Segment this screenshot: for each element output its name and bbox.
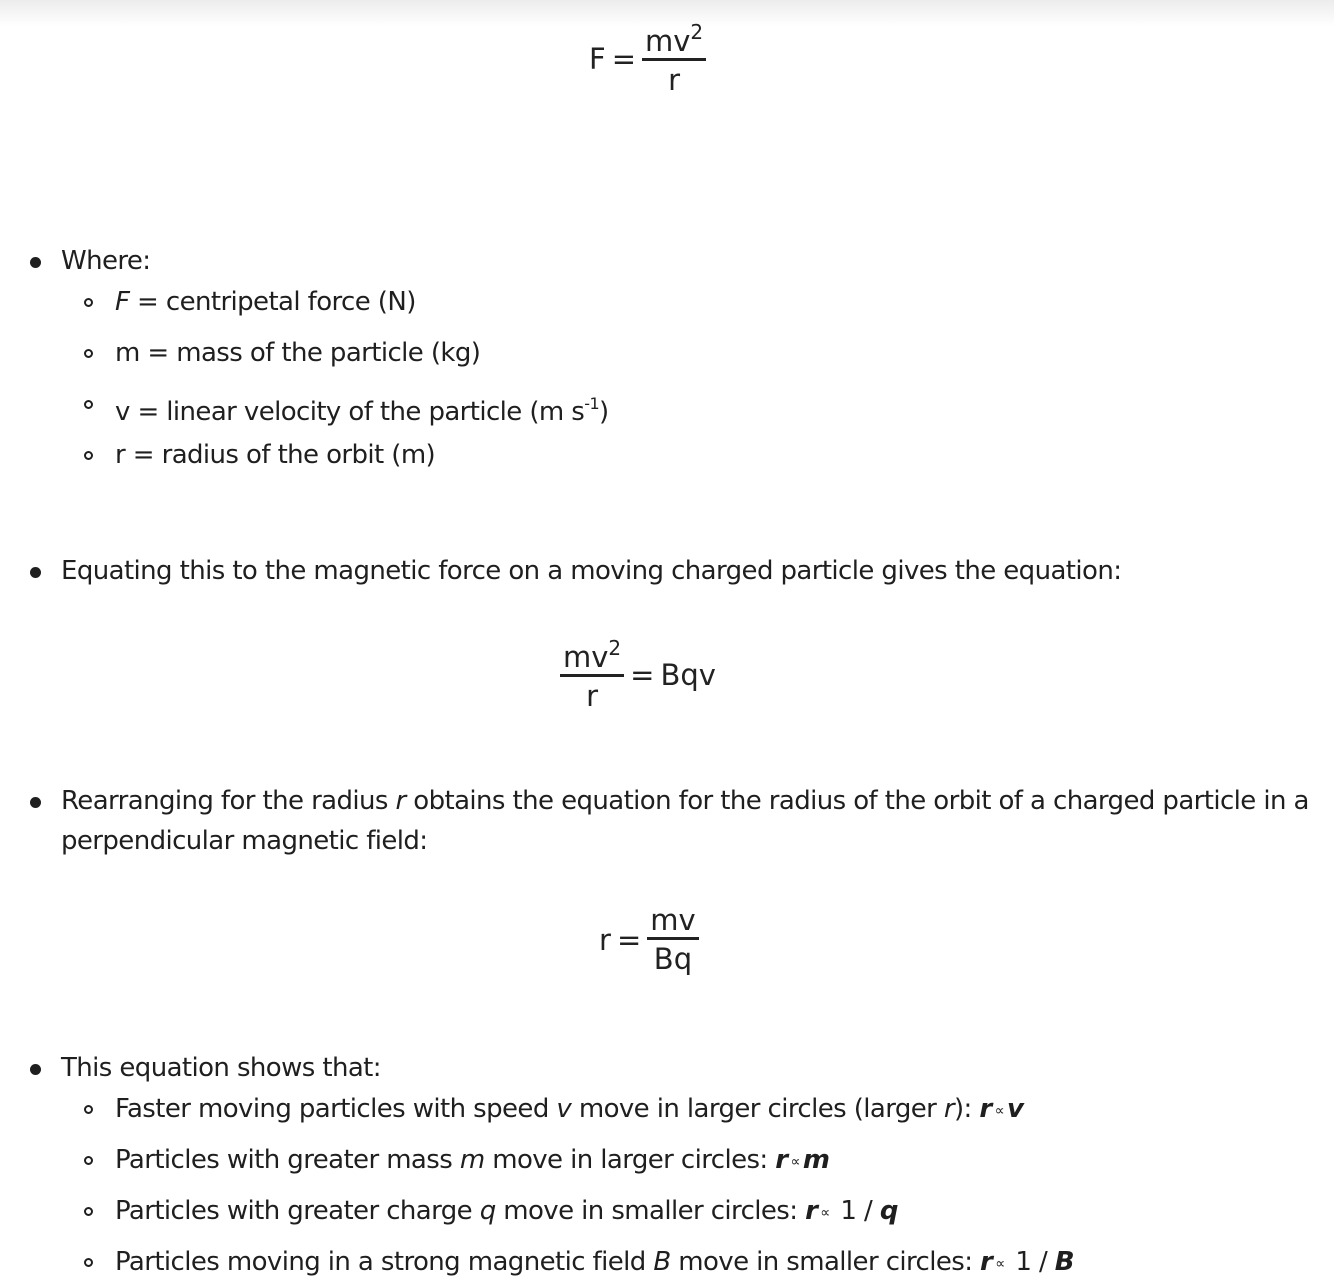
sub-bullet-circle <box>84 1258 93 1267</box>
sub-bullet-circle <box>84 1207 93 1216</box>
eq2-rhs: Bqv <box>660 657 716 692</box>
eq1-equals: = <box>611 41 636 76</box>
shows-item-speed: Faster moving particles with speed v move in larger circles (larger r): r ∝ v <box>115 1094 1024 1124</box>
force-balance-equation <box>560 638 716 712</box>
eq3-numerator: mv <box>650 903 696 937</box>
eq3-equals: = <box>616 922 642 957</box>
shows-heading: This equation shows that: <box>61 1053 381 1083</box>
bullet-dot <box>30 797 41 808</box>
shows-item-field: Particles moving in a strong magnetic field B move in smaller circles: r ∝ 1 / B <box>115 1247 1074 1277</box>
bullet-dot <box>30 257 41 268</box>
rearranging-line-1: Rearranging for the radius r obtains the equation for the radius of the orbit of a charged particle in a <box>61 786 1309 816</box>
where-heading: Where: <box>61 246 151 276</box>
shows-item-charge: Particles with greater charge q move in smaller circles: r ∝ 1 / q <box>115 1196 898 1226</box>
eq1-denominator: r <box>668 63 681 98</box>
eq1-numerator: $mv^2$ <box>645 20 704 58</box>
sub-bullet-circle <box>84 451 93 460</box>
bullet-dot <box>30 567 41 578</box>
eq3-denominator: Bq <box>653 942 693 977</box>
sub-bullet-circle <box>84 1105 93 1114</box>
sub-bullet-circle <box>84 298 93 307</box>
sub-bullet-circle <box>84 349 93 358</box>
where-item-mass: m = mass of the particle (kg) <box>115 338 481 368</box>
centripetal-force-equation <box>589 22 706 96</box>
eq2-equals: = <box>630 657 655 692</box>
sub-bullet-circle <box>84 400 93 409</box>
where-item-velocity: v = linear velocity of the particle (m $s^{-1}$) <box>115 394 609 427</box>
eq3-fraction <box>647 905 698 975</box>
sub-bullet-circle <box>84 1156 93 1165</box>
radius-equation <box>599 905 699 975</box>
eq2-denominator: r <box>586 679 599 714</box>
where-item-force: F = centripetal force (N) <box>115 287 416 317</box>
eq1-fraction <box>642 22 706 96</box>
eq2-numerator: $mv^2$ <box>563 636 622 674</box>
shows-item-mass: Particles with greater mass m move in larger circles: r ∝ m <box>115 1145 830 1175</box>
eq1-lhs: F <box>589 41 606 76</box>
equating-text: Equating this to the magnetic force on a moving charged particle gives the equation: <box>61 556 1122 586</box>
eq3-lhs: r <box>599 922 611 957</box>
bullet-dot <box>30 1064 41 1075</box>
rearranging-line-2: perpendicular magnetic field: <box>61 826 428 856</box>
eq2-fraction <box>560 638 624 712</box>
where-item-radius: r = radius of the orbit (m) <box>115 440 436 470</box>
